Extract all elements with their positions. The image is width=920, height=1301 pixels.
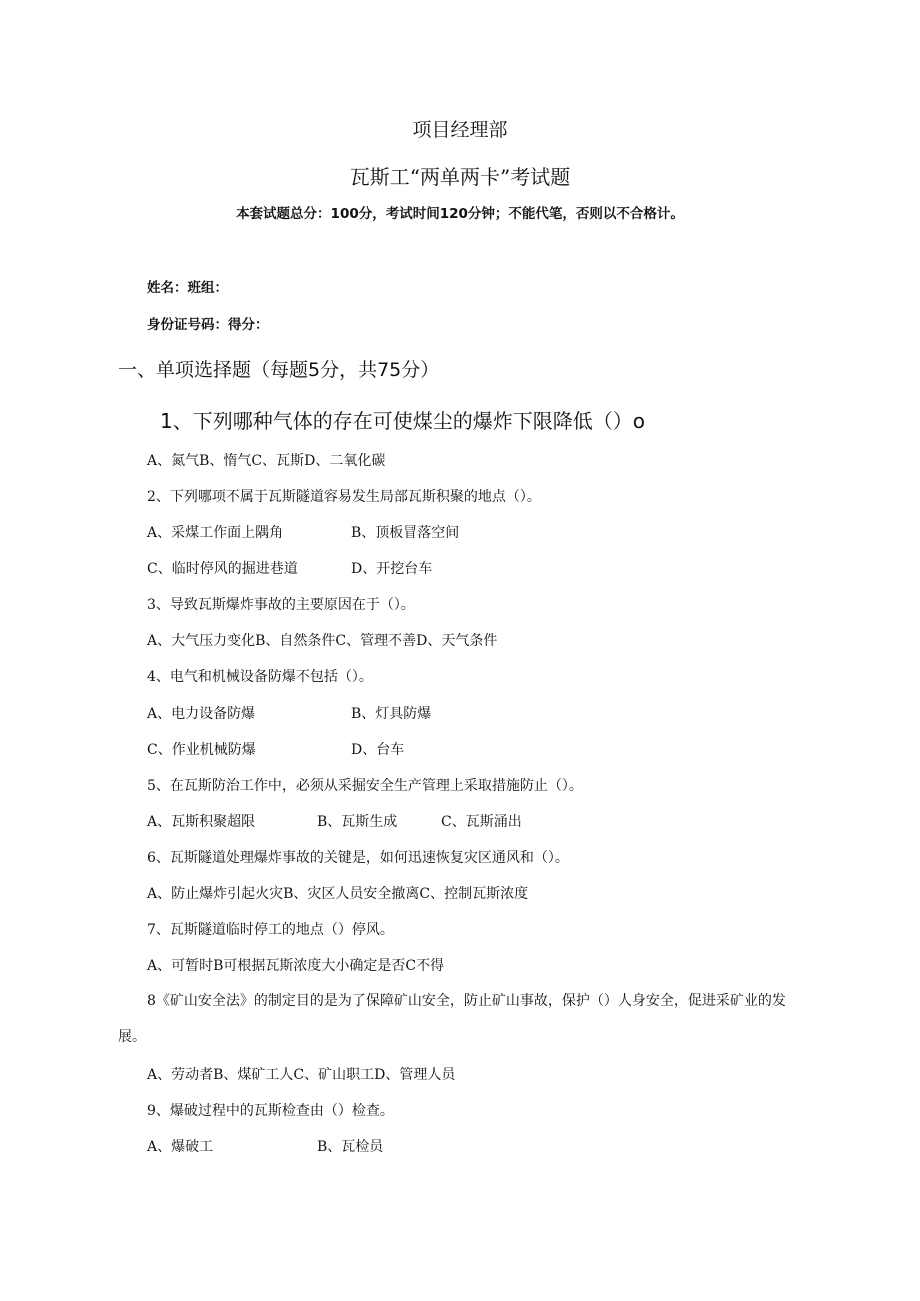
section-title: 一、单项选择题（每题5分，共75分） <box>118 359 440 381</box>
question-8-options: A、劳动者B、煤矿工人C、矿山职工D、管理人员 <box>147 1067 456 1083</box>
question-7: 7、瓦斯隧道临时停工的地点（）停风。 <box>147 922 394 938</box>
question-2: 2、下列哪项不属于瓦斯隧道容易发生局部瓦斯积聚的地点（）。 <box>147 489 541 505</box>
question-3: 3、导致瓦斯爆炸事故的主要原因在于（）。 <box>147 597 415 613</box>
exam-note: 本套试题总分：100分，考试时间120分钟；不能代笔，否则以不合格计。 <box>236 206 684 222</box>
id-score-field: 身份证号码：得分： <box>147 317 269 333</box>
exam-title: 瓦斯工“两单两卡”考试题 <box>349 165 571 189</box>
question-6: 6、瓦斯隧道处理爆炸事故的关键是，如何迅速恢复灾区通风和（）。 <box>147 850 569 866</box>
question-6-options: A、防止爆炸引起火灾B、灾区人员安全撤离C、控制瓦斯浓度 <box>147 886 529 902</box>
question-1-options: A、氮气B、惰气C、瓦斯D、二氧化碳 <box>147 453 386 469</box>
question-5: 5、在瓦斯防治工作中，必须从采掘安全生产管理上采取措施防止（）。 <box>147 778 583 794</box>
question-4-option-b: B、灯具防爆 <box>351 706 432 722</box>
question-5-option-a: A、瓦斯积聚超限 <box>147 814 256 830</box>
question-5-option-b: B、瓦斯生成 <box>317 814 398 830</box>
question-9-option-a: A、爆破工 <box>147 1139 214 1155</box>
question-5-option-c: C、瓦斯涌出 <box>441 814 522 830</box>
question-1: 1、下列哪种气体的存在可使煤尘的爆炸下限降低（）o <box>160 409 645 433</box>
question-9: 9、爆破过程中的瓦斯检查由（）检查。 <box>147 1103 394 1119</box>
question-4-option-a: A、电力设备防爆 <box>147 706 256 722</box>
question-3-options: A、大气压力变化B、自然条件C、管理不善D、天气条件 <box>147 633 498 649</box>
question-4-option-c: C、作业机械防爆 <box>147 742 256 758</box>
org-name: 项目经理部 <box>412 119 508 141</box>
question-9-option-b: B、瓦检员 <box>317 1139 384 1155</box>
name-group-field: 姓名：班组： <box>147 280 228 296</box>
question-2-option-b: B、顶板冒落空间 <box>351 525 460 541</box>
question-4-option-d: D、台车 <box>351 742 405 758</box>
question-4: 4、电气和机械设备防爆不包括（）。 <box>147 669 373 685</box>
question-2-option-d: D、开挖台车 <box>351 561 433 577</box>
question-8: 8《矿山安全法》的制定目的是为了保障矿山安全，防止矿山事故，保护（）人身安全，促进采矿业的发展。 <box>118 993 786 1045</box>
question-2-option-a: A、采煤工作面上隅角 <box>147 525 284 541</box>
question-2-option-c: C、临时停风的掘进巷道 <box>147 561 298 577</box>
question-7-options: A、可暂时B可根据瓦斯浓度大小确定是否C不得 <box>147 958 445 974</box>
